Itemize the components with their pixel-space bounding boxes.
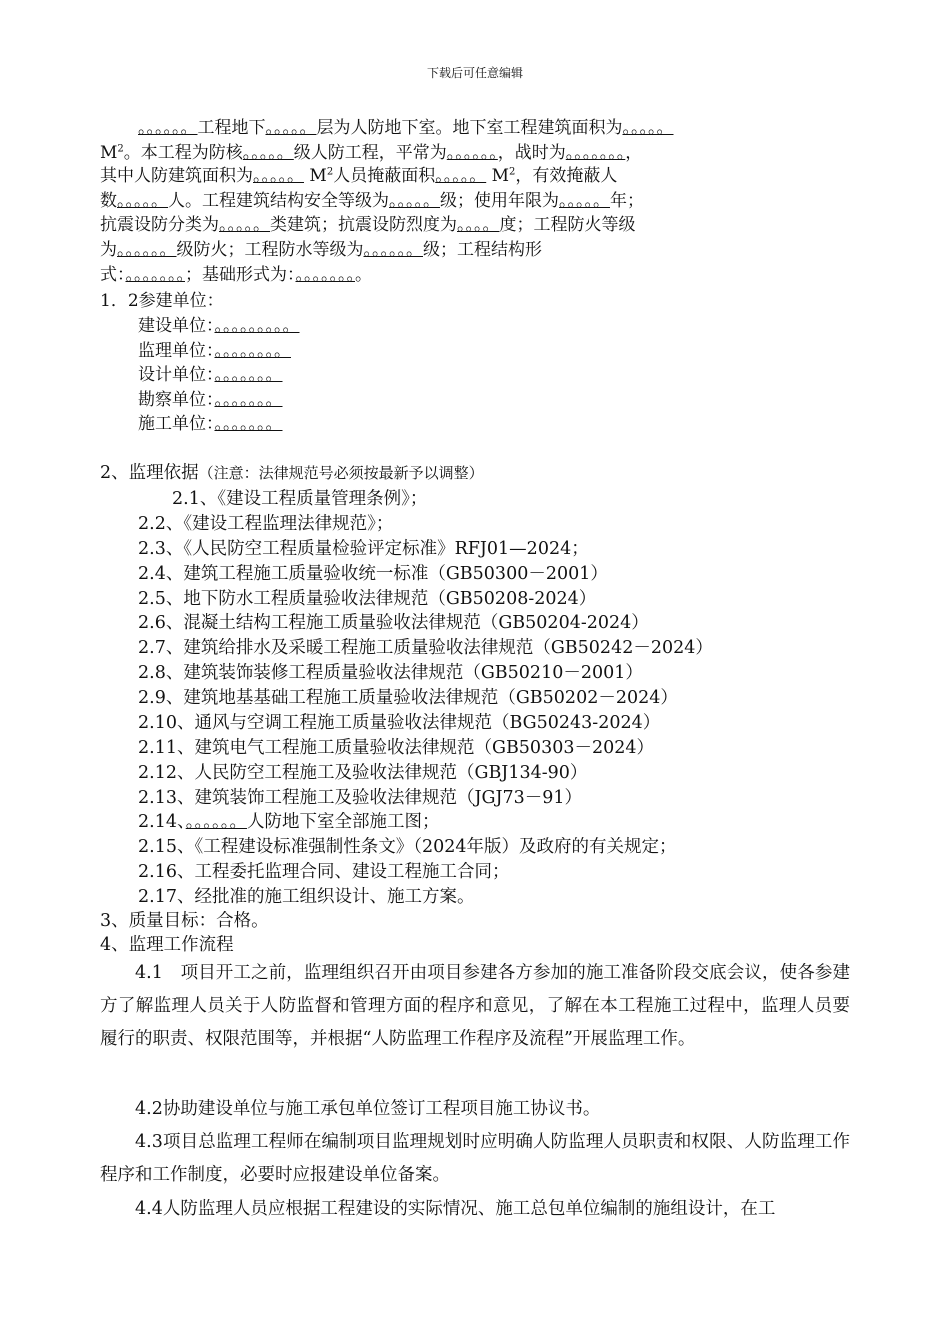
blank-field: 。。。。 xyxy=(457,215,500,235)
basis-item: 2.3、《人民防空工程质量检验评定标准》RFJ01—2024； xyxy=(138,539,589,559)
blank-field: 。。。。。 xyxy=(389,191,440,211)
basis-item: 2.8、建筑装饰装修工程质量验收法律规范（GB50210－2001） xyxy=(138,663,643,683)
process-paragraph: 4.4人防监理人员应根据工程建设的实际情况、施工总包单位编制的施组设计，在工 xyxy=(135,1199,776,1219)
blank-field: 。。。。。。。 xyxy=(125,265,185,285)
basis-item: 2.7、建筑给排水及采暖工程施工质量验收法律规范（GB50242－2024） xyxy=(138,638,713,658)
basis-item: 2.13、建筑装饰工程施工及验收法律规范（JGJ73－91） xyxy=(138,788,583,808)
blank-field: 。。。。。。 xyxy=(117,240,177,260)
intro-line-1: 。。。。。。工程地下。。。。。层为人防地下室。地下室工程建筑面积为。。。。。 xyxy=(138,118,674,138)
process-paragraph: 4.1 项目开工之前，监理组织召开由项目参建各方参加的施工准备阶段交底会议，使各参建方了解监理人员关于人防监督和管理方面的程序和意见，了解在本工程施工过程中，监理人员要履行的职责、权限范围等，并根据“人防监理工作程序及流程”开展监理工作。 xyxy=(100,963,850,1049)
blank-field: 。。。。。。。 xyxy=(214,414,283,434)
unit-survey: 勘察单位：。。。。。。。 xyxy=(138,390,283,410)
unit-design: 设计单位：。。。。。。。 xyxy=(138,365,283,385)
blank-field: 。。。。。。。。。 xyxy=(214,316,300,336)
blank-field: 。。。。。 xyxy=(253,166,304,186)
blank-field: 。。。。。。。 xyxy=(214,390,283,410)
intro-line-5: 抗震设防分类为。。。。。类建筑；抗震设防烈度为。。。。度；工程防火等级 xyxy=(100,215,636,235)
section-heading-process: 4、监理工作流程 xyxy=(100,935,234,955)
blank-field: 。。。。。。。 xyxy=(295,265,355,285)
blank-field: 。。。。。。 xyxy=(446,143,498,163)
basis-item: 2.11、建筑电气工程施工质量验收法律规范（GB50303－2024） xyxy=(138,738,655,758)
basis-item: 2.15、《工程建设标准强制性条文》（2024年版）及政府的有关规定； xyxy=(138,837,677,857)
blank-field: 。。。。。。。 xyxy=(565,143,626,163)
unit-contractor: 施工单位：。。。。。。。 xyxy=(138,414,283,434)
intro-line-3: 其中人防建筑面积为。。。。。 $M^2$人员掩蔽面积。。。。。 $M^2$，有效掩蔽人 xyxy=(100,166,618,186)
section-heading-quality: 3、质量目标：合格。 xyxy=(100,911,269,931)
process-paragraph: 4.2协助建设单位与施工承包单位签订工程项目施工协议书。 xyxy=(135,1099,601,1119)
basis-item: 2.5、地下防水工程质量验收法律规范（GB50208-2024） xyxy=(138,589,597,609)
basis-item: 2.1、《建设工程质量管理条例》； xyxy=(172,489,428,509)
blank-field: 。。。。。 xyxy=(117,191,168,211)
section-heading-units: 1．2参建单位： xyxy=(100,291,224,311)
basis-item: 2.9、建筑地基基础工程施工质量验收法律规范（GB50202－2024） xyxy=(138,688,678,708)
blank-field: 。。。。。。 xyxy=(363,240,423,260)
basis-item: 2.10、通风与空调工程施工质量验收法律规范（BG50243-2024） xyxy=(138,713,661,733)
blank-field: 。。。。。 xyxy=(265,118,317,138)
page-header: 下载后可任意编辑 xyxy=(426,66,523,80)
intro-line-4: 数。。。。。人。工程建筑结构安全等级为。。。。。级；使用年限为。。。。。年； xyxy=(100,191,644,211)
blank-field: 。。。。。。 xyxy=(185,812,247,832)
basis-item: 2.14、。。。。。。人防地下室全部施工图； xyxy=(138,812,440,832)
process-paragraph: 4.3项目总监理工程师在编制项目监理规划时应明确人防监理人员职责和权限、人防监理工作程序和工作制度，必要时应报建设单位备案。 xyxy=(100,1132,850,1185)
blank-field: 。。。。。 xyxy=(435,166,487,186)
intro-line-6: 为。。。。。。级防火；工程防水等级为。。。。。。级；工程结构形 xyxy=(100,240,542,260)
intro-line-2: $M^2$。本工程为防核。。。。。级人防工程，平常为。。。。。。，战时为。。。。。。。， xyxy=(100,143,643,163)
blank-field: 。。。。。 xyxy=(242,143,294,163)
basis-item: 2.4、建筑工程施工质量验收统一标准（GB50300－2001） xyxy=(138,564,608,584)
section-heading-basis: 2、监理依据（注意：法律规范号必须按最新予以调整） xyxy=(100,463,484,483)
basis-item: 2.16、工程委托监理合同、建设工程施工合同； xyxy=(138,862,510,882)
basis-item: 2.17、经批准的施工组织设计、施工方案。 xyxy=(138,887,475,907)
intro-line-7: 式：。。。。。。。；基础形式为：。。。。。。。。 xyxy=(100,265,372,285)
basis-item: 2.12、人民防空工程施工及验收法律规范（GBJ134-90） xyxy=(138,763,588,783)
blank-field: 。。。。。。。。 xyxy=(214,341,291,361)
blank-field: 。。。。。 xyxy=(219,215,270,235)
blank-field: 。。。。。。。 xyxy=(214,365,283,385)
unit-construction: 建设单位：。。。。。。。。。 xyxy=(138,316,300,336)
basis-item: 2.2、《建设工程监理法律规范》； xyxy=(138,514,394,534)
basis-item: 2.6、混凝土结构工程施工质量验收法律规范（GB50204-2024） xyxy=(138,613,649,633)
blank-field: 。。。。。。 xyxy=(138,118,198,138)
blank-field: 。。。。。 xyxy=(559,191,610,211)
unit-supervision: 监理单位：。。。。。。。。 xyxy=(138,341,291,361)
blank-field: 。。。。。 xyxy=(622,118,674,138)
